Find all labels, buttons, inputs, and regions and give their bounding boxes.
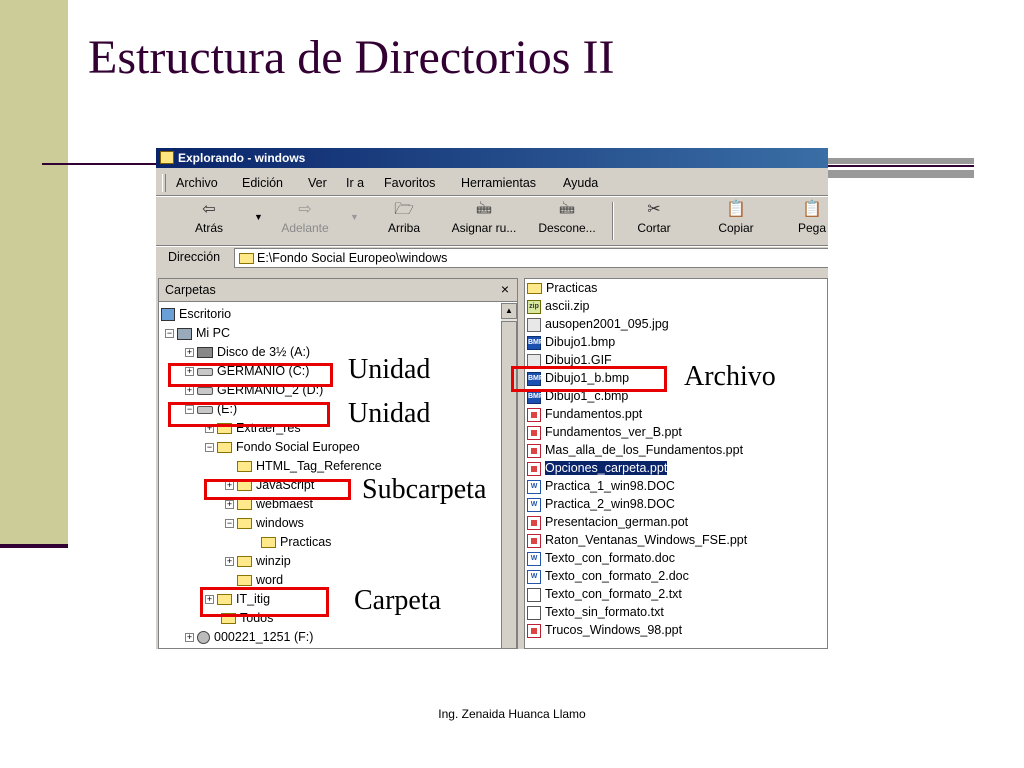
forward-label: Adelante xyxy=(281,221,329,235)
folder-icon xyxy=(239,253,254,264)
ppt-file-icon xyxy=(527,426,541,440)
collapse-icon[interactable]: − xyxy=(186,404,193,415)
paste-label: Pega xyxy=(797,221,827,235)
file-item[interactable] xyxy=(527,423,682,441)
file-name: Dibujo1.GIF xyxy=(545,353,612,367)
expand-icon[interactable]: + xyxy=(186,632,193,643)
menu-ver[interactable]: Ver xyxy=(308,176,327,190)
ppt-file-icon xyxy=(527,624,541,638)
file-item[interactable] xyxy=(527,405,642,423)
expand-icon[interactable]: + xyxy=(186,366,193,377)
title-rule-right xyxy=(828,158,974,164)
menu-bar xyxy=(156,172,828,194)
menu-favoritos[interactable]: Favoritos xyxy=(384,176,436,190)
expand-icon[interactable]: + xyxy=(226,556,233,567)
copy-label: Copiar xyxy=(718,221,754,235)
doc-file-icon: W xyxy=(527,552,541,566)
copy-icon: 📋 xyxy=(726,201,746,218)
file-item[interactable] xyxy=(527,567,689,585)
collapse-icon[interactable]: − xyxy=(226,518,233,529)
window-title: Explorando - windows xyxy=(178,151,306,165)
folder-open-icon xyxy=(237,518,252,529)
back-button[interactable] xyxy=(186,200,232,236)
cut-label: Cortar xyxy=(637,221,671,235)
file-name: Texto_con_formato_2.doc xyxy=(545,569,689,583)
scroll-up-icon[interactable]: ▲ xyxy=(501,303,517,319)
toolbar xyxy=(156,198,828,244)
explorer-window xyxy=(156,148,828,649)
file-item[interactable] xyxy=(527,297,589,315)
up-label: Arriba xyxy=(387,221,420,235)
highlight-drive-e xyxy=(168,402,330,427)
computer-icon xyxy=(177,328,192,340)
expand-icon[interactable]: + xyxy=(226,480,233,491)
image-file-icon xyxy=(527,318,541,332)
ppt-file-icon xyxy=(527,408,541,422)
zip-file-icon: zip xyxy=(527,300,541,314)
callout-unidad-2: Unidad xyxy=(344,398,434,430)
file-item[interactable] xyxy=(527,333,615,351)
title-rule-right-lower xyxy=(828,170,974,178)
file-name: Texto_sin_formato.txt xyxy=(545,605,664,619)
address-label: Dirección xyxy=(168,250,221,264)
tree-label: 000221_1251 (F:) xyxy=(214,630,314,644)
highlight-file xyxy=(511,366,667,392)
address-input[interactable] xyxy=(234,248,828,268)
back-label: Atrás xyxy=(194,221,223,235)
tree-item-winzip[interactable] xyxy=(225,552,291,570)
window-titlebar[interactable] xyxy=(156,148,828,168)
file-name: ascii.zip xyxy=(545,299,590,313)
folder-icon xyxy=(237,556,252,567)
slide-sidebar-line xyxy=(0,544,68,548)
expand-icon[interactable]: + xyxy=(206,423,213,434)
tree-item-escritorio[interactable] xyxy=(161,305,231,323)
file-name: Fundamentos_ver_B.ppt xyxy=(545,425,682,439)
forward-button[interactable] xyxy=(272,200,338,236)
slide-sidebar-bar xyxy=(0,0,68,547)
file-name: Fundamentos.ppt xyxy=(545,407,643,421)
file-name: Dibujo1_c.bmp xyxy=(545,389,629,403)
expand-icon[interactable]: + xyxy=(206,594,213,605)
file-item[interactable] xyxy=(527,549,675,567)
menu-separator xyxy=(156,195,828,197)
floppy-drive-icon xyxy=(197,347,213,358)
menu-grip[interactable] xyxy=(162,174,166,192)
doc-file-icon: W xyxy=(527,480,541,494)
back-arrow-icon: ⇦ xyxy=(202,201,216,218)
hard-drive-icon xyxy=(197,387,213,395)
highlight-drive-c xyxy=(168,363,333,387)
folder-icon xyxy=(237,575,252,586)
file-name: Dibujo1_b.bmp xyxy=(545,371,630,385)
doc-file-icon: W xyxy=(527,498,541,512)
tree-label: Extraer_res xyxy=(236,421,301,435)
file-item[interactable] xyxy=(527,495,675,513)
tree-label: GERMANIO (C:) xyxy=(217,364,310,378)
paste-button[interactable] xyxy=(792,200,828,236)
file-name: Texto_con_formato_2.txt xyxy=(545,587,682,601)
tree-scrollbar[interactable] xyxy=(501,303,517,649)
file-item[interactable] xyxy=(527,513,688,531)
ppt-file-icon xyxy=(527,534,541,548)
file-name: Practica_1_win98.DOC xyxy=(545,479,675,493)
tree-label: Practicas xyxy=(280,535,332,549)
tree-label: webmaest xyxy=(256,497,313,511)
disconnect-drive-icon: 🖮 xyxy=(558,201,575,218)
file-name: Texto_con_formato.doc xyxy=(545,551,675,565)
tree-label: winzip xyxy=(256,554,291,568)
highlight-it-itig xyxy=(200,587,329,617)
callout-carpeta: Carpeta xyxy=(350,585,445,617)
scissors-icon: ✂ xyxy=(647,201,661,218)
map-drive-button[interactable] xyxy=(444,200,524,236)
forward-arrow-icon: ⇨ xyxy=(298,201,312,218)
file-item[interactable] xyxy=(527,279,597,297)
file-item[interactable] xyxy=(527,621,682,639)
folders-pane-title: Carpetas xyxy=(165,283,216,297)
file-item[interactable] xyxy=(527,585,682,603)
collapse-icon[interactable]: − xyxy=(206,442,213,453)
file-name: Raton_Ventanas_Windows_FSE.ppt xyxy=(545,533,748,547)
file-item-selected[interactable] xyxy=(527,459,667,477)
tree-label: Disco de 3½ (A:) xyxy=(217,345,311,359)
tree-item-mi-pc[interactable] xyxy=(165,324,230,342)
close-icon[interactable]: × xyxy=(500,281,509,297)
file-name: Trucos_Windows_98.ppt xyxy=(545,623,683,637)
copy-button[interactable] xyxy=(708,200,764,236)
tree-label: windows xyxy=(256,516,304,530)
callout-unidad-1: Unidad xyxy=(344,354,434,386)
menu-herramientas[interactable]: Herramientas xyxy=(461,176,537,190)
highlight-javascript xyxy=(204,479,351,500)
tree-label: word xyxy=(256,573,284,587)
map-drive-label: Asignar ru... xyxy=(451,221,517,235)
menu-edicion[interactable]: Edición xyxy=(242,176,283,190)
ppt-file-icon xyxy=(527,462,541,476)
tree-item-windows[interactable] xyxy=(225,514,304,532)
slide-title: Estructura de Directorios II xyxy=(88,31,615,84)
title-rule-right-line xyxy=(828,165,974,167)
file-name: Opciones_carpeta.ppt xyxy=(545,461,668,475)
file-name: Practicas xyxy=(546,281,598,295)
cut-button[interactable] xyxy=(626,200,682,236)
tree-item-drive-f[interactable] xyxy=(185,628,313,646)
file-name: Mas_alla_de_los_Fundamentos.ppt xyxy=(545,443,744,457)
map-drive-icon: 🖮 xyxy=(475,201,492,218)
folder-icon xyxy=(527,283,542,294)
slide-footer: Ing. Zenaida Huanca Llamo xyxy=(438,707,586,721)
folder-icon xyxy=(237,499,252,510)
collapse-icon[interactable]: − xyxy=(166,328,173,339)
disconnect-label: Descone... xyxy=(538,221,596,235)
ppt-file-icon xyxy=(527,516,541,530)
file-item[interactable] xyxy=(527,603,664,621)
up-button[interactable] xyxy=(378,200,430,236)
menu-archivo[interactable]: Archivo xyxy=(176,176,218,190)
bmp-file-icon: BMP xyxy=(527,336,541,350)
file-name: ausopen2001_095.jpg xyxy=(545,317,669,331)
folders-pane-header xyxy=(159,279,517,302)
callout-subcarpeta: Subcarpeta xyxy=(358,474,490,506)
callout-archivo: Archivo xyxy=(680,361,780,393)
tree-label: Fondo Social Europeo xyxy=(236,440,360,454)
forward-dropdown-icon[interactable]: ▼ xyxy=(350,212,359,222)
bmp-file-icon: BMP xyxy=(527,372,541,386)
expand-icon[interactable]: + xyxy=(186,347,193,358)
up-folder-icon: 🗁 xyxy=(394,201,414,218)
file-item[interactable] xyxy=(527,477,675,495)
menu-ir-a[interactable]: Ir a xyxy=(346,176,365,190)
address-bar xyxy=(156,247,828,271)
ppt-file-icon xyxy=(527,444,541,458)
toolbar-separator xyxy=(612,202,614,240)
file-name: Presentacion_german.pot xyxy=(545,515,689,529)
tree-item-html-tag[interactable] xyxy=(237,457,382,475)
expand-icon[interactable]: + xyxy=(186,385,193,396)
folder-icon xyxy=(261,537,276,548)
folder-icon xyxy=(237,461,252,472)
file-list-pane xyxy=(524,278,828,649)
expand-icon[interactable]: + xyxy=(226,499,233,510)
tree-item-floppy[interactable] xyxy=(185,343,310,361)
paste-icon: 📋 xyxy=(802,201,822,218)
tree-item-practicas[interactable] xyxy=(261,533,331,551)
tree-item-fondo-social[interactable] xyxy=(205,438,360,456)
back-dropdown-icon[interactable]: ▼ xyxy=(254,212,263,222)
file-name: Dibujo1.bmp xyxy=(545,335,616,349)
text-file-icon xyxy=(527,606,541,620)
file-item[interactable] xyxy=(527,441,743,459)
tree-label: IT_itig xyxy=(236,592,271,606)
cd-drive-icon xyxy=(197,631,210,644)
doc-file-icon: W xyxy=(527,570,541,584)
file-item[interactable] xyxy=(527,531,747,549)
folder-open-icon xyxy=(217,442,232,453)
bmp-file-icon: BMP xyxy=(527,390,541,404)
text-file-icon xyxy=(527,588,541,602)
tree-label: HTML_Tag_Reference xyxy=(256,459,382,473)
file-name: Practica_2_win98.DOC xyxy=(545,497,675,511)
title-rule-left xyxy=(42,163,158,165)
tree-label: Mi PC xyxy=(196,326,231,340)
menu-ayuda[interactable]: Ayuda xyxy=(563,176,599,190)
tree-label: GERMANIO_2 (D:) xyxy=(217,383,324,397)
disconnect-button[interactable] xyxy=(530,200,604,236)
tree-label: Todos xyxy=(240,611,274,625)
desktop-icon xyxy=(161,308,175,321)
tree-label: JavaScript xyxy=(256,478,315,492)
tree-label: Escritorio xyxy=(179,307,232,321)
explorer-folder-icon xyxy=(160,151,174,164)
file-item[interactable] xyxy=(527,315,669,333)
tree-label: (E:) xyxy=(217,402,238,416)
address-value: E:\Fondo Social Europeo\windows xyxy=(257,251,448,265)
